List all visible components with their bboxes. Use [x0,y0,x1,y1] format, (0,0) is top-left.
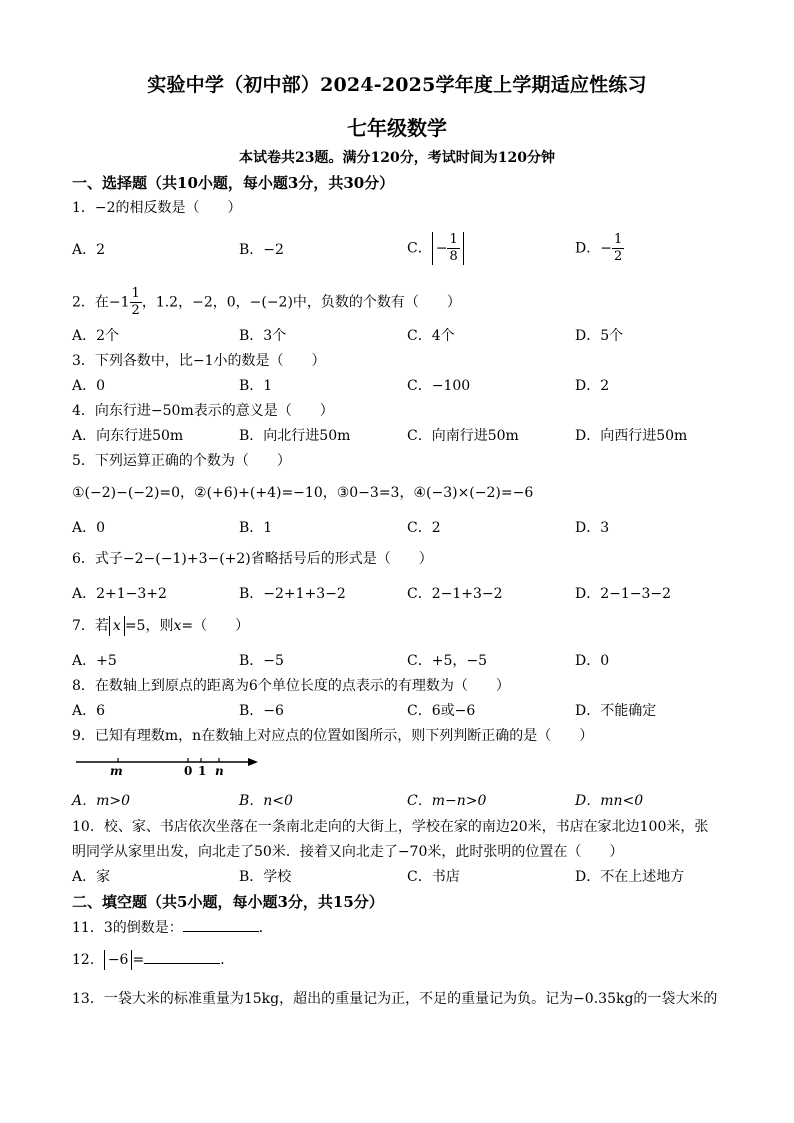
q10-option-d: D．不在上述地方 [575,869,685,885]
q3-option-b: B．1 [239,378,273,394]
label-n: n [215,764,224,777]
arrow-head-icon [248,758,258,766]
q7-option-d: D．0 [575,653,610,669]
label-m: m [110,764,123,777]
q8-option-a: A．6 [72,703,106,719]
q2-option-d: D．5个 [575,328,624,344]
q6-option-c: C．2−1+3−2 [407,586,503,602]
q6-option-a: A．2+1−3+2 [72,586,167,602]
q7-option-a: A．+5 [72,653,117,669]
q10-option-b: B．学校 [239,869,292,885]
fraction-denominator: 2 [131,303,140,318]
q10-option-c: C．书店 [407,869,460,885]
question-9-stem: 9．已知有理数m，n在数轴上对应点的位置如图所示，则下列判断正确的是（ ） [72,728,594,744]
q5-option-a: A．0 [72,520,106,536]
q6-option-b: B．−2+1+3−2 [239,586,346,602]
q7-option-c: C．+5，−5 [407,653,487,669]
q4-option-a: A．向东行进50m [72,428,184,444]
q3-option-c: C．−100 [407,378,471,394]
question-13: 13．一袋大米的标准重量为15kg，超出的重量记为正，不足的重量记为负。记为−0.35kg的一袋大米的 [72,991,718,1007]
q1-option-c [407,232,464,265]
exam-subtitle: 七年级数学 [347,116,447,140]
fraction [447,232,459,265]
q8-option-b: B．−6 [239,703,284,719]
question-5-stem: 5．下列运算正确的个数为（ ） [72,453,291,469]
q5-option-d: D．3 [575,520,610,536]
fraction [612,232,624,265]
q5-option-c: C．2 [407,520,441,536]
q8-option-c: C．6或−6 [407,703,476,719]
exam-info: 本试卷共23题。满分120分，考试时间为120分钟 [239,150,555,166]
fraction [130,286,142,319]
q1-option-d [575,232,624,265]
question-10-stem-cont: 明同学从家里出发，向北走了50米．接着又向北走了−70米，此时张明的位置在（ ） [72,844,624,860]
q5-option-b: B．1 [239,520,273,536]
question-11 [72,917,273,938]
label-one: 1 [198,764,207,777]
q1-option-c-label: C． [407,240,432,257]
q8-option-d: D．不能确定 [575,703,657,719]
question-8-stem: 8．在数轴上到原点的距离为6个单位长度的点表示的有理数为（ ） [72,678,510,694]
q12-text: 12． [72,952,104,968]
q9-option-c: C．m−n>0 [407,793,487,809]
q7-stem-prefix: 7．若 [72,618,109,634]
abs-value-fraction [432,232,464,265]
fraction-numerator: 1 [613,232,623,247]
q4-option-c: C．向南行进50m [407,428,519,444]
abs-value: −6 [104,950,133,970]
question-1-stem: 1．−2的相反数是（ ） [72,200,242,216]
question-6-stem: 6．式子−2−(−1)+3−(+2)省略括号后的形式是（ ） [72,551,433,567]
q7-option-b: B．−5 [239,653,284,669]
variable: x [173,618,182,634]
section-choice-title: 一、选择题（共10小题，每小题3分，共30分） [72,174,395,192]
q11-text: 11．3的倒数是： [72,920,183,936]
section-fill-title: 二、填空题（共5小题，每小题3分，共15分） [72,893,384,911]
label-zero: 0 [184,764,193,777]
q2-option-b: B．3个 [239,328,287,344]
fraction-sign: − [435,240,448,257]
question-5-expressions: ①(−2)−(−2)=0，②(+6)+(+4)=−10，③0−3=3，④(−3)×(−2)=−6 [72,485,534,501]
q9-option-a: A．m>0 [72,793,131,809]
question-7-stem [72,616,249,636]
q10-option-a: A．家 [72,869,111,885]
q1-option-b: B．−2 [239,242,284,258]
fraction-numerator: 1 [449,232,458,247]
q1-option-a: A．2 [72,242,106,258]
number-line-figure [76,757,258,777]
q12-end: ． [220,952,235,968]
answer-blank[interactable] [144,949,220,964]
question-10-stem: 10．校、家、书店依次坐落在一条南北走向的大街上，学校在家的南边20米，书店在家北边100米，张 [72,819,709,835]
q7-stem-suffix: =（ ） [181,618,250,634]
answer-blank[interactable] [183,917,259,932]
question-3-stem: 3．下列各数中，比−1小的数是（ ） [72,353,326,369]
q12-equals: = [132,952,145,968]
q7-stem-mid: =5，则 [124,618,174,634]
q2-option-a: A．2个 [72,328,120,344]
question-12 [72,949,234,970]
abs-variable: x [109,616,125,636]
q2-option-c: C．4个 [407,328,455,344]
question-4-stem: 4．向东行进−50m表示的意义是（ ） [72,403,334,419]
q6-option-d: D．2−1−3−2 [575,586,672,602]
fraction-denominator: 2 [613,249,623,264]
q4-option-d: D．向西行进50m [575,428,688,444]
q11-end: ． [258,920,273,936]
q2-stem-suffix: ，1.2，−2，0，−(−2)中，负数的个数有（ ） [141,294,461,311]
question-2-stem [72,286,461,319]
exam-title: 实验中学（初中部）2024-2025学年度上学期适应性练习 [147,74,647,96]
fraction-denominator: 8 [449,249,458,264]
q4-option-b: B．向北行进50m [239,428,351,444]
q9-option-b: B．n<0 [239,793,293,809]
q2-stem-prefix: 2．在−1 [72,294,130,311]
fraction-numerator: 1 [131,286,140,301]
q9-option-d: D．mn<0 [575,793,644,809]
q1-option-d-label: D．− [575,240,612,257]
q3-option-d: D．2 [575,378,610,394]
q3-option-a: A．0 [72,378,106,394]
